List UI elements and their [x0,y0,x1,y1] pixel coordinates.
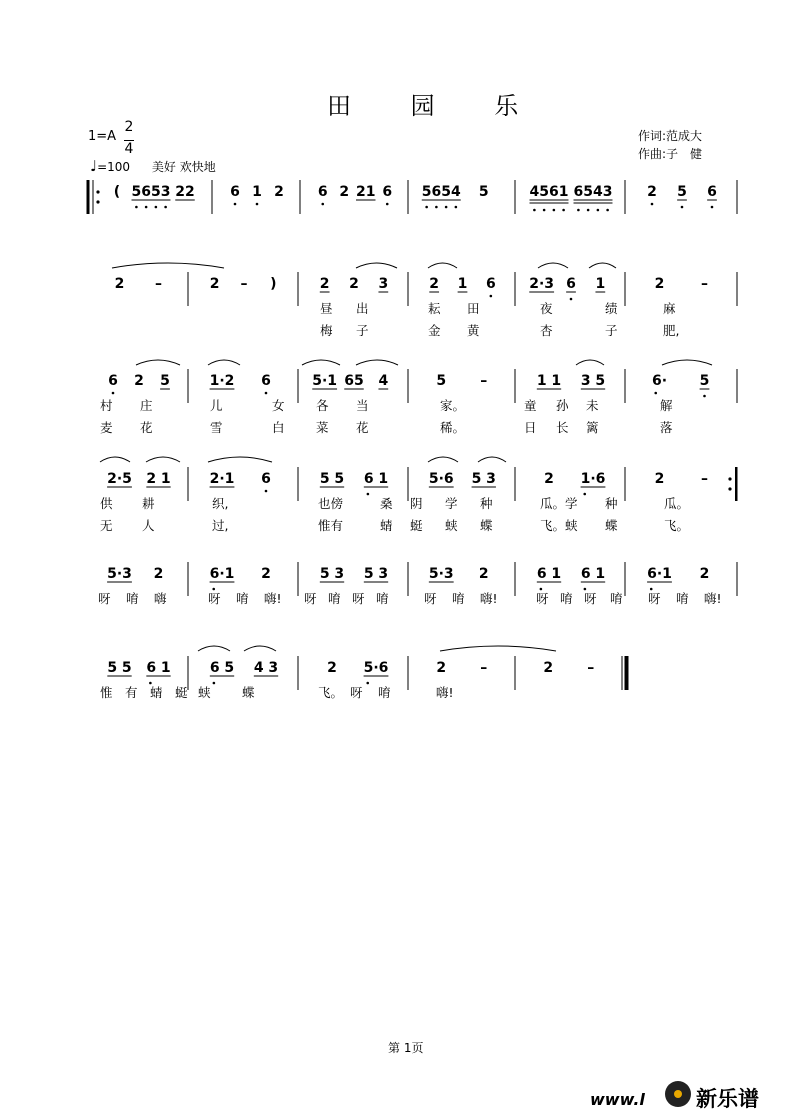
octave-dot [543,209,546,212]
note: 5653 [131,184,171,200]
note: 2 [436,660,447,676]
note: 5 [436,373,447,389]
key-signature: 1=A [88,129,117,144]
brand-name: 新乐谱 [696,1087,759,1111]
score-row [100,656,627,700]
octave-dot [455,206,458,209]
note: 6· [651,373,668,389]
slur-arc [244,646,276,651]
lyric-word: 唷 [376,591,389,606]
octave-dot [386,203,389,206]
lyric-word: 呀 [350,685,363,700]
lyric-word: 篱 [586,420,599,435]
octave-dot [584,588,587,591]
slur-arc [302,360,340,365]
octave-dot [490,295,493,298]
note: 2 [654,276,665,292]
note: 1·2 [209,373,235,389]
lyric-word: 蜓 [410,518,423,533]
lyric-word: 飞。 [318,685,344,700]
note: 5 [160,373,170,389]
lyric-word: 瓜。 [664,496,690,511]
note: 6 [108,373,118,389]
dash-extension: – [701,276,708,292]
lyric-word: 种 [480,496,493,511]
note: 6 [566,276,576,292]
lyric-word: 织, [212,496,229,511]
note: 4561 [529,184,569,200]
note: 2 [699,566,710,582]
slur-arc [662,360,712,365]
repeat-dot [728,487,731,490]
note: 2 [134,373,144,389]
lyric-word: 昼 [320,301,333,316]
slur-arc [478,457,506,462]
score-row [100,467,737,533]
octave-dot [597,209,600,212]
note: 2 [319,276,330,292]
lyric-word: 嗨 [154,591,167,606]
note: 2 [544,471,554,487]
octave-dot [234,203,237,206]
note: 1·6 [580,471,606,487]
lyric-word: 嗨! [704,591,722,606]
time-signature-bottom: 4 [124,141,134,157]
note: 2 [647,184,657,200]
octave-dot [149,682,152,685]
lyric-word: 麻 [663,301,676,316]
parenthesis: ) [270,276,277,292]
octave-dot [711,206,714,209]
octave-dot [651,203,654,206]
lyric-word: 蜓 [175,685,188,700]
note: 2 [339,184,350,200]
slur-arc [136,360,180,365]
lyric-word: 供 [100,496,113,511]
octave-dot [135,206,138,209]
lyric-word: 飞。 [664,518,690,533]
dash-extension: – [701,471,708,487]
lyric-word: 耕 [142,496,155,511]
note: 2·3 [529,276,555,292]
note: 22 [175,184,195,200]
lyric-word: 唷 [452,591,465,606]
note: 2 [114,276,125,292]
lyric-word: 孙 [556,398,569,413]
octave-dot [367,493,370,496]
slur-arc [146,457,180,462]
dash-extension: – [480,373,488,389]
note: 5 3 [319,566,345,582]
dash-extension: – [155,276,162,292]
note: 6 [382,184,393,200]
lyric-word: 有 [125,685,138,700]
octave-dot [553,209,556,212]
lyric-word: 呀 [424,591,437,606]
lyric-word: 唷 [328,591,341,606]
note: 1 [595,276,606,292]
lyric-word: 也傍 [318,496,344,511]
lyric-word: 唷 [126,591,139,606]
octave-dot [164,206,167,209]
lyric-word: 唷 [560,591,573,606]
lyric-word: 童 [524,398,537,413]
lyric-word: 庄 [140,398,153,413]
octave-dot [577,209,580,212]
note: 6 [261,471,271,487]
lyric-word: 呀 [584,591,597,606]
octave-dot [703,395,706,398]
octave-dot [145,206,148,209]
note: 6 1 [363,471,389,487]
lyric-word: 女 [272,398,285,413]
note: 2 [654,471,665,487]
lyric-word: 花 [356,420,369,435]
lyric-word: 惟 [100,685,113,700]
note: 5 5 [107,660,132,676]
lyric-word: 呀 [304,591,317,606]
score-row [100,369,737,435]
expression-marking: 美好 欢快地 [151,160,216,174]
lyric-word: 瓜。学 [540,496,578,511]
lyric-word: 呀 [98,591,111,606]
lyric-word: 解 [660,398,673,413]
lyric-word: 各 [316,398,329,413]
note: 6·1 [209,566,235,582]
note: 4 3 [253,660,279,676]
lyric-word: 菜 [316,420,329,435]
lyric-word: 绩 [605,301,618,316]
slur-arc [100,457,130,462]
lyric-word: 唷 [676,591,689,606]
note: 6·1 [647,566,672,582]
lyric-word: 蝶 [480,518,493,533]
note: 2·1 [209,471,235,487]
slur-arc [589,263,616,268]
note: 2 [478,566,489,582]
octave-dot [540,588,543,591]
lyric-word: 呀 [352,591,365,606]
lyric-word: 田 [467,301,480,316]
lyric-word: 桑 [380,496,393,511]
lyric-word: 夜 [540,301,553,316]
note: 2 [543,660,554,676]
lyric-word: 蛱 [445,518,458,533]
note: 5654 [421,184,461,200]
note: 5·6 [428,471,454,487]
lyric-word: 金 [428,323,441,338]
lyric-word: 长 [556,420,569,435]
octave-dot [650,588,653,591]
quarter-note-icon: ♩ [90,157,98,175]
octave-dot [445,206,448,209]
slur-arc [576,360,604,365]
lyric-word: 当 [356,398,369,413]
note: 2 [153,566,164,582]
lyric-word: 嗨! [480,591,498,606]
lyric-word: 唷 [378,685,391,700]
note: 3 [378,276,389,292]
lyric-word: 麦 [100,420,113,435]
octave-dot [570,298,573,301]
octave-dot [681,206,684,209]
note: 2 [209,276,220,292]
lyric-word: 耘 [428,301,441,316]
octave-dot [583,493,586,496]
note: 3 5 [580,373,606,389]
note: 5·3 [428,566,454,582]
lyric-word: 蝶 [605,518,618,533]
octave-dot [654,392,657,395]
brand-url: www.l [590,1090,645,1109]
lyric-word: 落 [660,420,673,435]
octave-dot [256,203,259,206]
note: 6 1 [580,566,606,582]
octave-dot [425,206,428,209]
lyric-word: 无 [100,518,113,533]
record-disc-icon [665,1081,691,1107]
octave-dot [265,490,268,493]
lyric-word: 蛱 [198,685,211,700]
note: 2 1 [146,471,171,487]
note: 6 5 [209,660,235,676]
page-number: 第 1页 [388,1041,424,1055]
lyric-word: 呀 [536,591,549,606]
lyric-word: 飞。蛱 [540,518,578,533]
lyric-word: 人 [142,518,155,533]
slur-arc [112,263,224,268]
slur-arc [198,646,230,651]
lyric-word: 唷 [236,591,249,606]
lyric-word: 子 [605,323,618,338]
note: 1 1 [536,373,562,389]
note: 6543 [573,184,613,200]
lyric-word: 呀 [648,591,661,606]
lyric-word: 嗨! [264,591,282,606]
note: 4 [378,373,389,389]
tempo-value: =100 [97,160,131,174]
slur-arc [208,457,272,462]
lyric-word: 阴 [410,496,423,511]
lyric-word: 儿 [210,398,223,413]
note: 1 [252,184,262,200]
note: 21 [356,184,376,200]
note: 5 [677,184,687,200]
slur-arc [356,263,397,268]
lyric-word: 学 [445,496,458,511]
lyric-word: 肥, [663,323,680,338]
time-signature-top: 2 [124,119,134,135]
note: 5 5 [319,471,345,487]
note: 6 1 [146,660,171,676]
lyric-word: 唷 [610,591,623,606]
note: 6 [230,184,240,200]
lyric-word: 家。 [440,398,466,413]
note: 5 3 [471,471,496,487]
lyric-word: 呀 [208,591,221,606]
repeat-dot [96,200,99,203]
note: 2·5 [107,471,132,487]
page-title: 田 园 乐 [327,92,545,120]
octave-dot [212,588,215,591]
lyric-word: 蝶 [242,685,255,700]
octave-dot [155,206,158,209]
lyric-word: 白 [272,420,285,435]
lyric-word: 蜻 [150,685,163,700]
octave-dot [533,209,536,212]
repeat-dot [96,190,99,193]
octave-dot [112,392,115,395]
lyric-word: 稀。 [440,420,466,435]
lyric-word: 嗨! [436,685,454,700]
lyric-word: 未 [586,398,599,413]
note: 6 [317,184,328,200]
octave-dot [435,206,438,209]
octave-dot [606,209,609,212]
composer-credit: 作曲:子 健 [638,147,703,161]
lyric-word: 惟有 [318,518,344,533]
note: 6 [707,184,717,200]
slur-arc [428,263,457,268]
lyric-word: 村 [100,398,113,413]
note: 65 [344,373,364,389]
note: 2 [261,566,271,582]
parenthesis: ( [113,184,121,200]
slur-arc [428,457,458,462]
octave-dot [562,209,565,212]
lyric-word: 蜻 [380,518,393,533]
dash-extension: – [240,276,248,292]
repeat-dot [728,477,731,480]
slur-arc [208,360,240,365]
score-row [115,272,737,338]
note: 2 [429,276,440,292]
note: 6 1 [536,566,562,582]
octave-dot [321,203,324,206]
lyric-word: 花 [140,420,153,435]
lyric-word: 子 [356,323,369,338]
lyric-word: 过, [212,518,229,533]
note: 2 [327,660,337,676]
dash-extension: – [480,660,488,676]
slur-arc [440,646,556,651]
lyric-word: 梅 [320,323,333,338]
dash-extension: – [587,660,595,676]
note: 5 3 [363,566,389,582]
slur-arc [538,263,568,268]
lyricist-credit: 作词:范成大 [638,129,703,143]
note: 6 [261,373,271,389]
note: 5 [699,373,710,389]
note: 6 [485,276,496,292]
note: 5·6 [363,660,389,676]
lyric-word: 种 [605,496,618,511]
lyric-word: 杏 [540,323,553,338]
score-row [98,562,737,606]
octave-dot [587,209,590,212]
lyric-word: 黄 [467,323,480,338]
note: 5·1 [312,373,338,389]
lyric-word: 雪 [210,420,223,435]
lyric-word: 日 [524,420,537,435]
note: 2 [349,276,359,292]
lyric-word: 出 [356,301,369,316]
octave-dot [366,682,369,685]
octave-dot [265,392,268,395]
note: 1 [457,276,468,292]
note: 2 [274,184,284,200]
score-row [88,180,737,214]
note: 5·3 [107,566,132,582]
octave-dot [213,682,216,685]
note: 5 [478,184,489,200]
slur-arc [356,360,398,365]
